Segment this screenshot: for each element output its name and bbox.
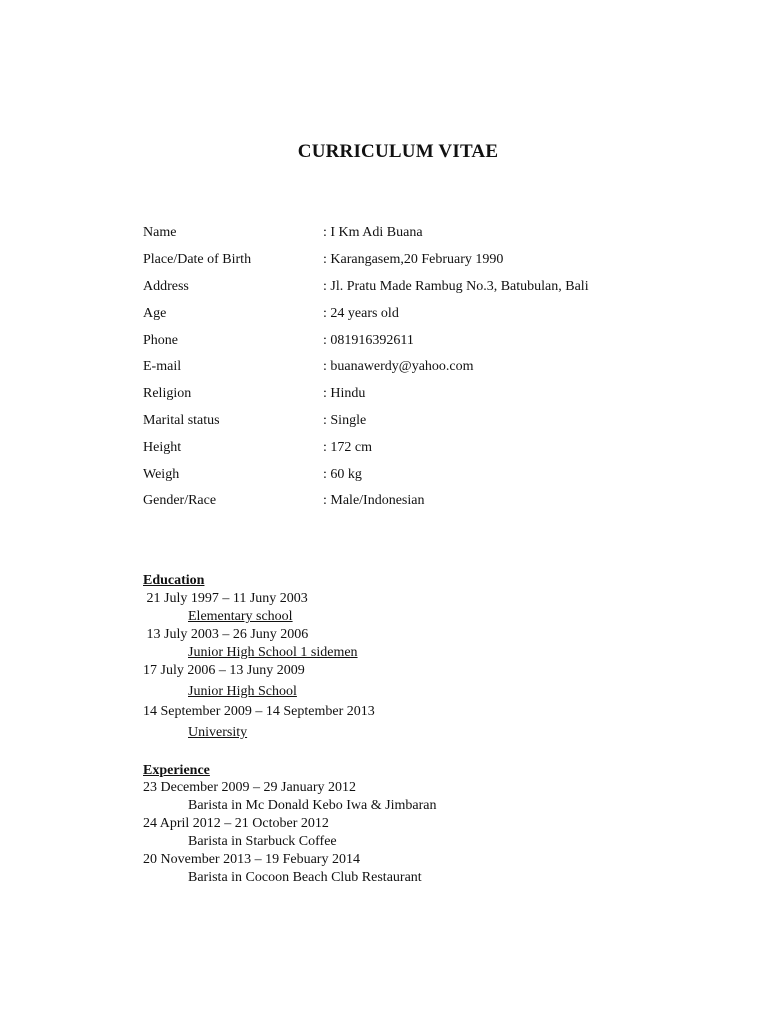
info-label: Religion	[143, 386, 192, 401]
info-value: : 24 years old	[323, 306, 399, 322]
info-label: Phone	[143, 333, 178, 348]
info-row-marital-status	[143, 413, 703, 433]
info-row-address	[143, 279, 703, 299]
info-value: : Jl. Pratu Made Rambug No.3, Batubulan, Bali	[323, 279, 589, 295]
info-value: : buanawerdy@yahoo.com	[323, 359, 474, 375]
experience-period: 24 April 2012 – 21 October 2012	[143, 816, 329, 831]
info-label: Weigh	[143, 467, 180, 482]
education-institution: Junior High School 1 sidemen	[188, 645, 358, 660]
experience-role: Barista in Mc Donald Kebo Iwa & Jimbaran	[188, 798, 437, 813]
info-row-name	[143, 225, 703, 245]
education-institution: University	[188, 725, 248, 740]
info-label: Place/Date of Birth	[143, 252, 252, 267]
info-value: : 081916392611	[323, 333, 414, 349]
info-label: Height	[143, 440, 182, 455]
info-label: Marital status	[143, 413, 220, 428]
education-institution: Junior High School	[188, 684, 297, 699]
experience-role: Barista in Starbuck Coffee	[188, 834, 337, 849]
info-label: Address	[143, 279, 189, 294]
education-institution: Elementary school	[188, 609, 293, 624]
info-label: Age	[143, 306, 167, 321]
education-period: 21 July 1997 – 11 Juny 2003	[143, 591, 308, 606]
info-row-weight	[143, 467, 703, 487]
info-row-gender-race	[143, 493, 703, 513]
info-value: : 172 cm	[323, 440, 372, 456]
info-label: Name	[143, 225, 177, 240]
info-value: : I Km Adi Buana	[323, 225, 423, 241]
experience-heading: Experience	[143, 763, 210, 778]
info-value: : Male/Indonesian	[323, 493, 424, 509]
info-row-phone	[143, 333, 703, 353]
info-label: E-mail	[143, 359, 182, 374]
info-row-birth	[143, 252, 703, 272]
info-row-height	[143, 440, 703, 460]
info-label: Gender/Race	[143, 493, 217, 508]
info-row-religion	[143, 386, 703, 406]
experience-period: 23 December 2009 – 29 January 2012	[143, 780, 357, 795]
info-value: : Karangasem,20 February 1990	[323, 252, 503, 268]
experience-period: 20 November 2013 – 19 Febuary 2014	[143, 852, 360, 867]
education-period: 13 July 2003 – 26 Juny 2006	[143, 627, 309, 642]
info-value: : Hindu	[323, 386, 365, 402]
info-row-email	[143, 359, 703, 379]
info-value: : 60 kg	[323, 467, 362, 483]
education-heading: Education	[143, 573, 205, 588]
experience-role: Barista in Cocoon Beach Club Restaurant	[188, 870, 422, 885]
document-title: CURRICULUM VITAE	[297, 141, 499, 162]
info-value: : Single	[323, 413, 366, 429]
education-period: 17 July 2006 – 13 Juny 2009	[143, 663, 305, 678]
education-period: 14 September 2009 – 14 September 2013	[143, 704, 375, 719]
info-row-age	[143, 306, 703, 326]
